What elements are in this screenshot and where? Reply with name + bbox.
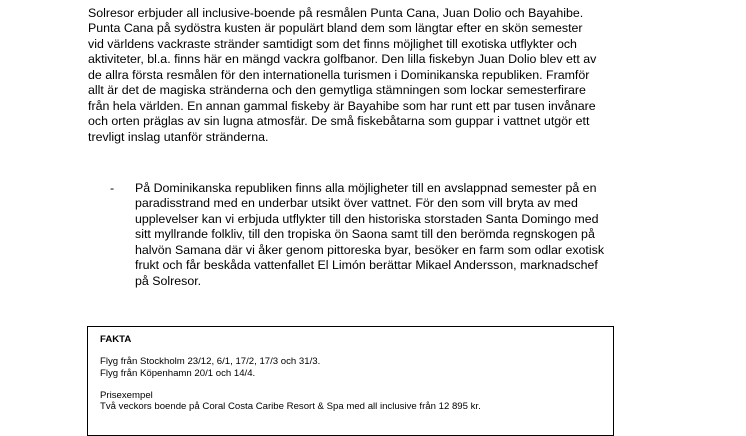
quote-text <box>135 181 604 289</box>
intro-line: de allra första resmålen för den internationella turismen i Dominikanska republiken. Framför <box>88 67 590 82</box>
intro-line: trevligt inslag utanför stränderna. <box>88 129 269 144</box>
quote-line: frukt och får beskåda vattenfallet El Limón berättar Mikael Andersson, marknadschef <box>135 258 598 273</box>
price-example: Två veckors boende på Coral Costa Caribe Resort & Spa med all inclusive från 12 895 kr. <box>100 401 481 413</box>
intro-paragraph <box>88 6 688 145</box>
intro-line: och orten präglas av sin lugna atmosfär. De små fiskebåtarna som guppar i vattnet utgör ett <box>88 114 590 129</box>
intro-line: Solresor erbjuder all inclusive-boende på resmålen Punta Cana, Juan Dolio och Bayahibe. <box>88 6 584 20</box>
quote-line: på Solresor. <box>135 273 202 288</box>
fakta-title: FAKTA <box>100 334 132 345</box>
bullet-marker: - <box>110 181 115 195</box>
flight-line: Flyg från Stockholm 23/12, 6/1, 17/2, 17/3 och 31/3. <box>100 356 321 368</box>
quote-line: paradisstrand med en underbar utsikt över vattnet. För den som vill bryta av med <box>135 196 578 211</box>
quote-line: sitt myllrande folkliv, till den tropiska ön Saona samt till den berömda regnskogen på <box>135 227 595 242</box>
intro-line: allt är det de magiska stränderna och den gemytliga stämningen som lockar semesterfirare <box>88 83 586 98</box>
intro-line: aktiviteter, bl.a. finns här en mängd vackra golfbanor. Den lilla fiskebyn Juan Dolio blev ett av <box>88 52 597 67</box>
quote-line: upplevelser kan vi erbjuda utflykter till den historiska storstaden Santa Domingo med <box>135 211 599 226</box>
quote-line: På Dominikanska republiken finns alla möjligheter till en avslappnad semester på en <box>135 181 597 195</box>
intro-line: Punta Cana på sydöstra kusten är populärt bland dem som längtar efter en skön semester <box>88 21 583 36</box>
quote-line: halvön Samana där vi åker genom pittoreska byar, besöker en farm som odlar exotisk <box>135 242 605 257</box>
intro-line: vid världens vackraste stränder samtidigt som det finns möjlighet till exotiska utflykter och <box>88 36 577 51</box>
fakta-box <box>87 326 614 436</box>
intro-line: från hela världen. En annan gammal fiskeby är Bayahibe som har runt ett par tusen invånare <box>88 98 596 113</box>
price-heading: Prisexempel <box>100 389 153 401</box>
flight-line: Flyg från Köpenhamn 20/1 och 14/4. <box>100 367 256 379</box>
